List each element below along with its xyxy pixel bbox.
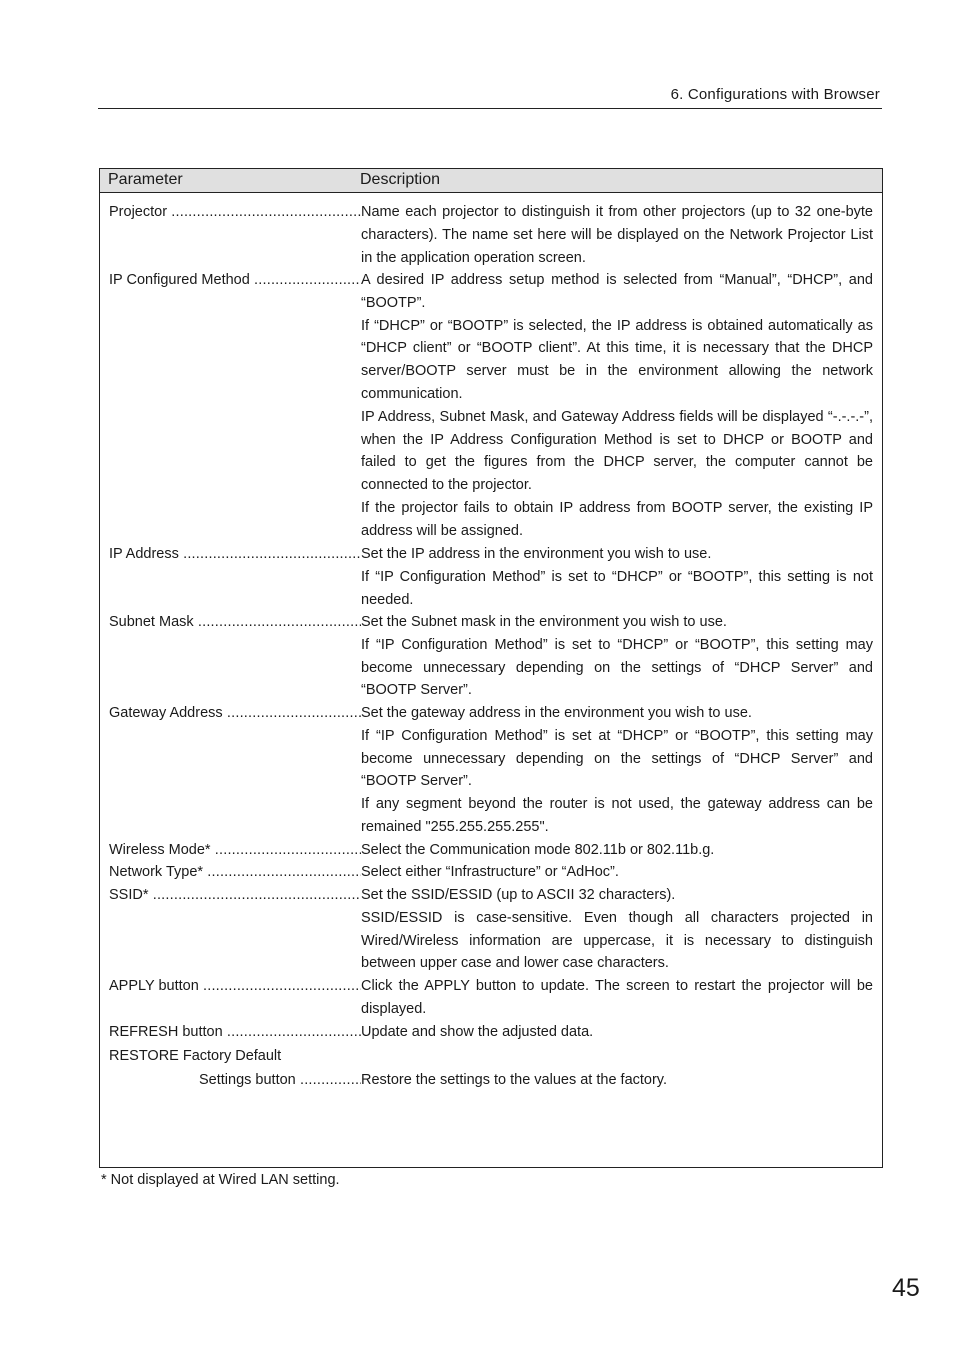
description-text: SSID/ESSID is case-sensitive. Even though all characters projected in Wired/Wireless information are uppercase, it is necessary to distinguish between upper case and lower case characters. bbox=[361, 909, 873, 972]
param-label: Gateway Address ..... bbox=[109, 702, 361, 725]
column-header-description: Description bbox=[360, 171, 441, 188]
page-header bbox=[98, 84, 882, 109]
description-text: Set the Subnet mask in the environment you wish to use. bbox=[361, 614, 727, 630]
description-text: Select either “Infrastructure” or “AdHoc”. bbox=[361, 864, 619, 880]
description-text: Set the gateway address in the environment you wish to use. bbox=[361, 705, 752, 721]
table-header-row bbox=[100, 169, 882, 193]
param-description bbox=[361, 861, 873, 884]
param-label-continued: Settings button ..... bbox=[109, 1069, 361, 1092]
section-title: 6. Configurations with Browser bbox=[670, 86, 880, 103]
param-description bbox=[361, 543, 873, 611]
param-label: IP Address ..... bbox=[109, 543, 361, 566]
param-label: Projector ..... bbox=[109, 201, 361, 224]
param-description bbox=[361, 1021, 873, 1044]
param-description bbox=[361, 201, 873, 269]
description-text: If “IP Configuration Method” is set to “DHCP” or “BOOTP”, this setting may become unnecessary depending on the settings of “DHCP Server” and “BOOTP Server”. bbox=[361, 636, 873, 699]
param-label: Subnet Mask ..... bbox=[109, 611, 361, 634]
column-header-parameter: Parameter bbox=[108, 171, 183, 188]
param-label: IP Configured Method ..... bbox=[109, 269, 361, 292]
param-label: RESTORE Factory Default bbox=[109, 1048, 282, 1064]
description-text: A desired IP address setup method is selected from “Manual”, “DHCP”, and “BOOTP”. bbox=[361, 272, 873, 311]
param-description bbox=[361, 839, 873, 862]
description-text: If “DHCP” or “BOOTP” is selected, the IP address is obtained automatically as “DHCP client” or “BOOTP client”. At this time, it is necessary that the DHCP server/BOOTP server must be in the environment allowing the network communication. bbox=[361, 317, 873, 402]
param-description bbox=[361, 702, 873, 839]
param-description bbox=[361, 611, 873, 702]
description-text: Set the SSID/ESSID (up to ASCII 32 characters). bbox=[361, 887, 676, 903]
description-text: If “IP Configuration Method” is set at “DHCP” or “BOOTP”, this setting may become unnecessary depending on the settings of “DHCP Server” and “BOOTP Server”. bbox=[361, 727, 873, 790]
param-label: Wireless Mode* ..... bbox=[109, 839, 361, 862]
description-text: Update and show the adjusted data. bbox=[361, 1024, 594, 1040]
description-text: Select the Communication mode 802.11b or 802.11b.g. bbox=[361, 842, 715, 858]
param-description bbox=[361, 269, 873, 543]
param-label: APPLY button ..... bbox=[109, 975, 361, 998]
description-text: Set the IP address in the environment you wish to use. bbox=[361, 546, 712, 562]
param-label: SSID* ..... bbox=[109, 884, 361, 907]
param-description bbox=[361, 975, 873, 1021]
description-text: Name each projector to distinguish it from other projectors (up to 32 one-byte characters). The name set here will be displayed on the Network Projector List in the application operation screen. bbox=[361, 204, 873, 266]
description-text: IP Address, Subnet Mask, and Gateway Address fields will be displayed “-.-.-.-”, when the IP Address Configuration Method is set to DHCP or BOOTP and failed to get the figures from the DHCP server, the computer cannot be connected to the projector. bbox=[361, 408, 873, 494]
description-text: If any segment beyond the router is not used, the gateway address can be remained "255.255.255.255". bbox=[361, 796, 873, 835]
description-text: Restore the settings to the values at the factory. bbox=[361, 1072, 668, 1088]
description-text: If “IP Configuration Method” is set to “DHCP” or “BOOTP”, this setting is not needed. bbox=[361, 568, 873, 608]
param-label: REFRESH button ..... bbox=[109, 1021, 361, 1044]
description-text: Click the APPLY button to update. The screen to restart the projector will be displayed. bbox=[361, 978, 873, 1017]
param-description bbox=[361, 1069, 873, 1092]
description-text: If the projector fails to obtain IP address from BOOTP server, the existing IP address will be assigned. bbox=[361, 499, 873, 539]
footnote: * Not displayed at Wired LAN setting. bbox=[101, 1172, 340, 1188]
page-number: 45 bbox=[892, 1274, 920, 1302]
param-description bbox=[361, 884, 873, 975]
param-label: Network Type* ..... bbox=[109, 861, 361, 884]
parameter-table bbox=[99, 168, 883, 1168]
